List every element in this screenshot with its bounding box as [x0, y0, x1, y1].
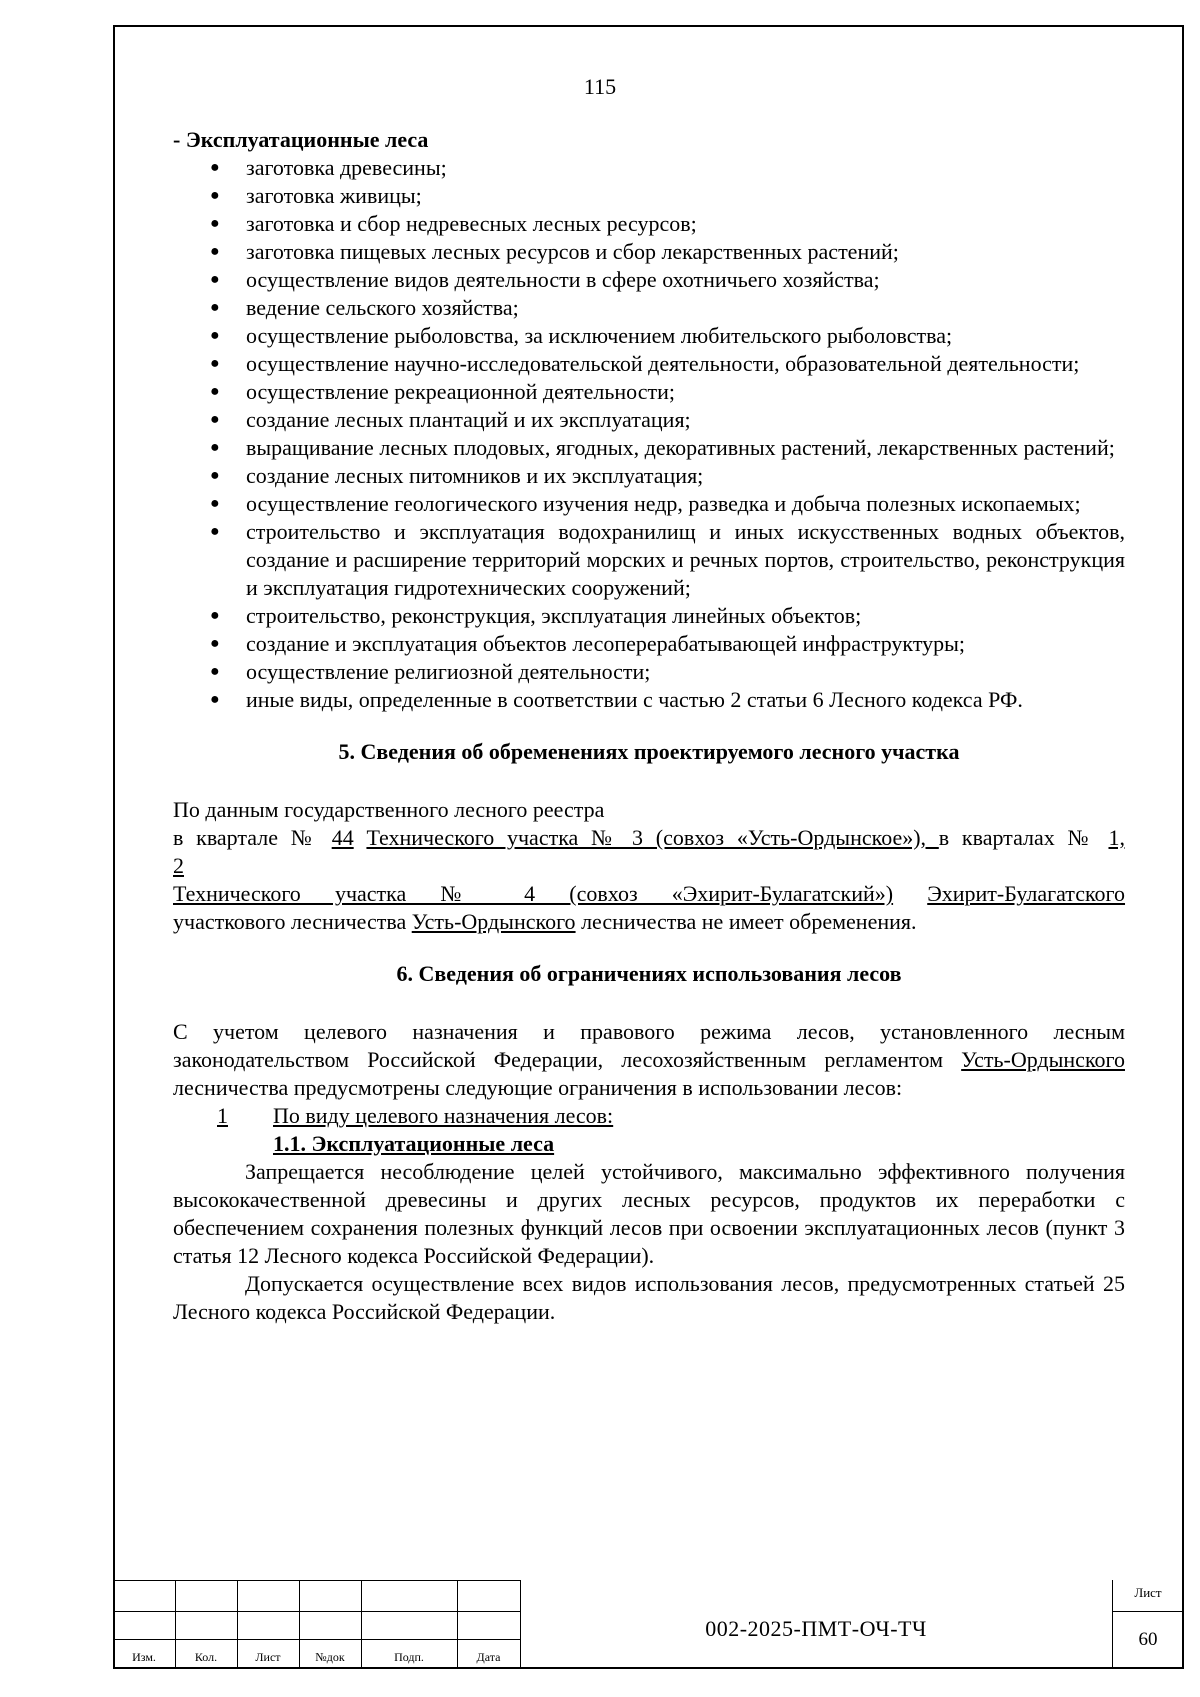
- bullet-icon: ●: [210, 383, 220, 400]
- column-label: №док: [315, 1650, 345, 1664]
- list-item: ● осуществление геологического изучения недр, разведка и добыча полезных ископаемых;: [210, 491, 1081, 516]
- bullet-icon: ●: [210, 327, 220, 344]
- section6-paragraph: Допускается осуществление всех видов использования лесов, предусмотренных статьей 25 Лесного кодекса Российской Федерации.: [173, 1271, 1125, 1324]
- bullet-icon: ●: [210, 243, 220, 260]
- bullet-icon: ●: [210, 467, 220, 484]
- column-label: Кол.: [194, 1650, 218, 1664]
- section5-paragraph-line: участкового лесничества Усть-Ордынского лесничества не имеет обременения.: [173, 909, 917, 934]
- bullet-icon: ●: [210, 635, 220, 652]
- bullet-icon: ●: [210, 355, 220, 372]
- list-item: ● выращивание лесных плодовых, ягодных, декоративных растений, лекарственных растений;: [210, 435, 1115, 460]
- list-item: ● строительство, реконструкция, эксплуатация линейных объектов;: [210, 603, 862, 628]
- list-item: ● создание и эксплуатация объектов лесоперерабатывающей инфраструктуры;: [210, 631, 966, 656]
- column-label: Подп.: [394, 1650, 424, 1664]
- bullet-icon: ●: [210, 215, 220, 232]
- uses-list: [173, 154, 1125, 714]
- sheet-number: 60: [1138, 1629, 1158, 1650]
- section5-paragraph-line: в квартале № 44 Технического участка № 3 (совхоз «Усть-Ордынское»), в кварталах № 1,: [173, 825, 1125, 850]
- section6-paragraph: Запрещается несоблюдение целей устойчивого, максимально эффективного получения высококачественной древесины и других лесных ресурсов, продуктов их переработки с обеспечением сохранения полезных функций лесов при освоении эксплуатационных лесов (пункт 3 статья 12 Лесного кодекса Российской Федерации).: [173, 1159, 1125, 1268]
- section5-paragraph-line: Технического участка № 4 (совхоз «Эхирит-Булагатский») Эхирит-Булагатского: [173, 881, 1126, 906]
- title-block-line: [1112, 1611, 1184, 1612]
- list-item: ● заготовка пищевых лесных ресурсов и сбор лекарственных растений;: [210, 239, 899, 264]
- item-text: По виду целевого назначения лесов:: [273, 1103, 614, 1128]
- bullet-icon: ●: [210, 159, 220, 176]
- section5-intro: По данным государственного лесного реестра: [173, 797, 605, 822]
- bullet-icon: ●: [210, 187, 220, 204]
- list-item: ● создание лесных питомников и их эксплуатация;: [210, 463, 704, 488]
- bullet-icon: ●: [210, 607, 220, 624]
- section5-heading: 5. Сведения об обременениях проектируемого лесного участка: [338, 739, 960, 764]
- section5-paragraph-line: 2: [173, 853, 184, 878]
- sheet-label: Лист: [1134, 1585, 1162, 1600]
- document-body: [173, 126, 1125, 1326]
- bullet-icon: ●: [210, 439, 220, 456]
- list-item: ● осуществление научно-исследовательской деятельности, образовательной деятельности;: [210, 351, 1080, 376]
- document-code: 002-2025-ПМТ-ОЧ-ТЧ: [705, 1616, 927, 1641]
- section-title: - Эксплуатационные леса: [173, 127, 429, 152]
- bullet-icon: ●: [210, 271, 220, 288]
- numbered-item: [173, 1102, 1125, 1130]
- list-item: ● заготовка живицы;: [210, 183, 422, 208]
- list-item: ● строительство и эксплуатация водохранилищ и иных искусственных водных объектов, создание и расширение территорий морских и речных портов, строительство, реконструкция и эксплуатация гидротехнических сооружений;: [210, 519, 1125, 600]
- list-item: ● осуществление видов деятельности в сфере охотничьего хозяйства;: [210, 267, 880, 292]
- column-label: Лист: [255, 1650, 281, 1664]
- list-item: ● заготовка и сбор недревесных лесных ресурсов;: [210, 211, 697, 236]
- title-block: [113, 1580, 1184, 1669]
- bullet-icon: ●: [210, 663, 220, 680]
- bullet-icon: ●: [210, 691, 220, 708]
- section6-heading: 6. Сведения об ограничениях использования лесов: [396, 961, 902, 986]
- list-item: ● ведение сельского хозяйства;: [210, 295, 519, 320]
- bullet-icon: ●: [210, 299, 220, 316]
- section6-paragraph: С учетом целевого назначения и правового режима лесов, установленного лесным законодательством Российской Федерации, лесохозяйственным регламентом Усть-Ордынского лесничества предусмотрены следующие ограничения в использовании лесов:: [173, 1019, 1125, 1100]
- column-label: Дата: [476, 1650, 501, 1664]
- list-item: ● осуществление религиозной деятельности;: [210, 659, 651, 684]
- list-item: ● осуществление рыболовства, за исключением любительского рыболовства;: [210, 323, 953, 348]
- list-item: ● иные виды, определенные в соответствии с частью 2 статьи 6 Лесного кодекса РФ.: [210, 687, 1023, 712]
- bullet-icon: ●: [210, 495, 220, 512]
- item-number: 1: [217, 1103, 228, 1128]
- list-item: ● создание лесных плантаций и их эксплуатация;: [210, 407, 691, 432]
- page-number: 115: [583, 74, 617, 99]
- bullet-icon: ●: [210, 411, 220, 428]
- list-item: ● заготовка древесины;: [210, 155, 447, 180]
- bullet-icon: ●: [210, 523, 220, 540]
- subsection-heading: 1.1. Эксплуатационные леса: [273, 1131, 555, 1156]
- list-item: ● осуществление рекреационной деятельности;: [210, 379, 675, 404]
- column-label: Изм.: [132, 1650, 156, 1664]
